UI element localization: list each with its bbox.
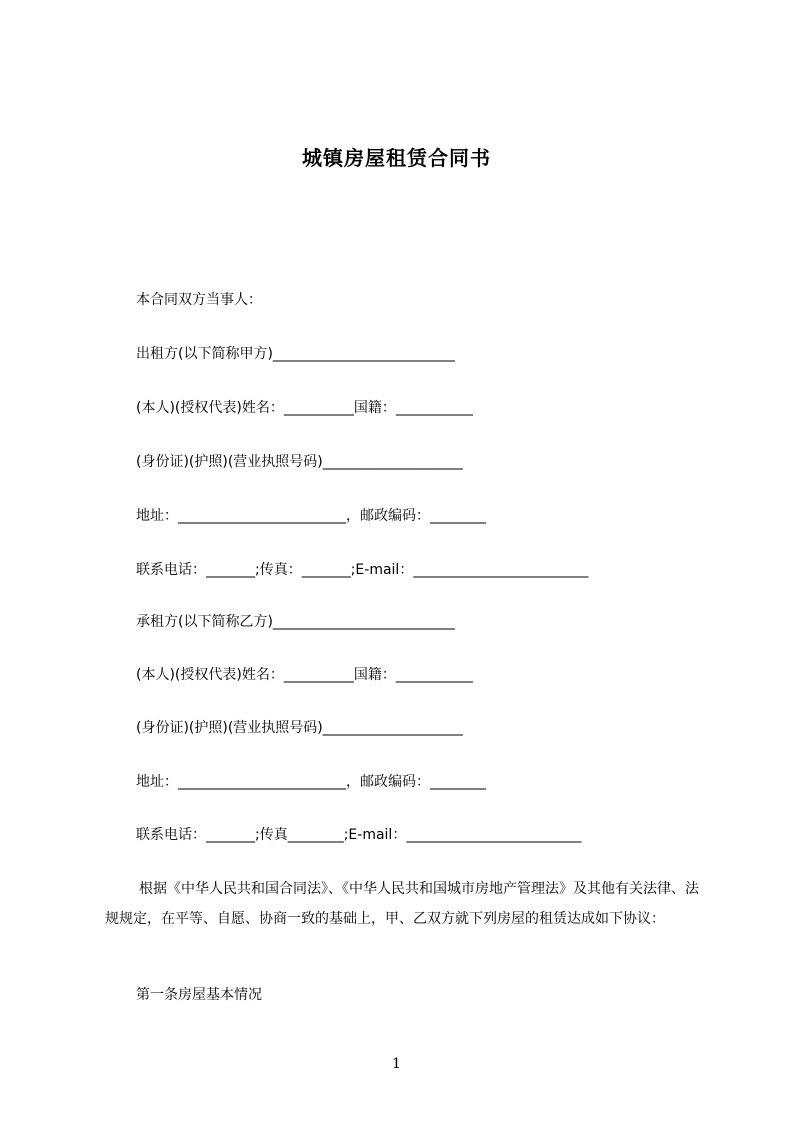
document-title: 城镇房屋租赁合同书 (302, 146, 491, 170)
lessor-id-line: (身份证)(护照)(营业执照号码)____________________ (136, 454, 463, 470)
agreement-paragraph (105, 874, 700, 934)
lessee-address-line: 地址：________________________，邮政编码：________ (136, 774, 486, 790)
lessor-address-line: 地址：________________________，邮政编码：________ (136, 508, 486, 524)
lessor-line: 出租方(以下简称甲方)__________________________ (136, 346, 455, 362)
page-number: 1 (392, 1056, 401, 1072)
section-heading: 第一条房屋基本情况 (136, 987, 262, 1003)
lessor-name-nationality: (本人)(授权代表)姓名：__________国籍：___________ (136, 400, 473, 416)
parties-intro: 本合同双方当事人： (136, 292, 262, 308)
lessee-name-nationality: (本人)(授权代表)姓名：__________国籍：___________ (136, 667, 473, 683)
agreement-paragraph-text: 根据《中华人民共和国合同法》、《中华人民共和国城市房地产管理法》及其他有关法律、法规规定，在平等、自愿、协商一致的基础上，甲、乙双方就下列房屋的租赁达成如下协议： (105, 881, 699, 927)
lessee-line: 承租方(以下简称乙方)__________________________ (136, 614, 455, 630)
lessee-contact-line: 联系电话：_______;传真________;E-mail：_________________________ (136, 827, 582, 843)
lessor-contact-line: 联系电话：_______;传真：_______;E-mail：_________________________ (136, 562, 589, 578)
lessee-id-line: (身份证)(护照)(营业执照号码)____________________ (136, 720, 463, 736)
